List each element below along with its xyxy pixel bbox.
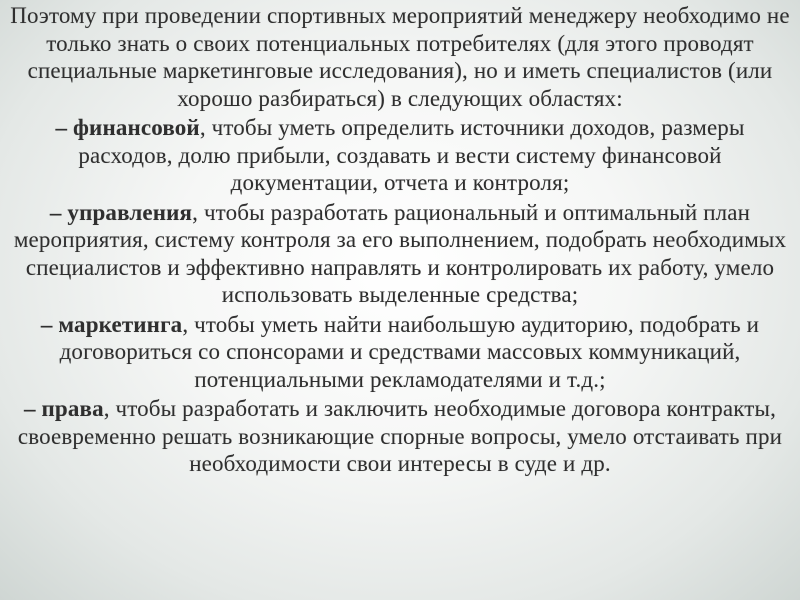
term-management: – управления [49, 199, 193, 225]
term-finance: – финансовой [55, 115, 200, 140]
term-marketing: – маркетинга [40, 311, 183, 337]
text-finance: , чтобы уметь определить источники доходов, размеры расходов, долю прибыли, создавать и вести систему финансовой документации, отчета и контроля; [78, 115, 745, 195]
text-law: , чтобы разработать и заключить необходимые договора контракты, своевременно решать возникающие спорные вопросы, умело отстаивать при необходимости свои интересы в суде и др. [17, 396, 783, 476]
text-management: , чтобы разработать рациональный и оптимальный план мероприятия, систему контроля за его выполнением, подобрать необходимых специалистов и эффективно направлять и контролировать их работу, умело использовать выделенные средства; [13, 199, 787, 307]
list-item-finance [8, 114, 792, 197]
list-item-law [8, 395, 792, 478]
term-law: – права [23, 396, 104, 421]
text-marketing: , чтобы уметь найти наибольшую аудиторию, подобрать и договориться со спонсорами и средствами массовых коммуникаций, потенциальными рекламодателями и т.д.; [59, 311, 760, 392]
intro-paragraph: Поэтому при проведении спортивных мероприятий менеджеру необходимо не только знать о своих потенциальных потребителях (для этого проводят специальные маркетинговые исследования), но и иметь специалистов (или хорошо разбираться) в следующих областях: [10, 3, 790, 111]
list-item-marketing [8, 311, 792, 394]
list-item-management [8, 199, 792, 309]
